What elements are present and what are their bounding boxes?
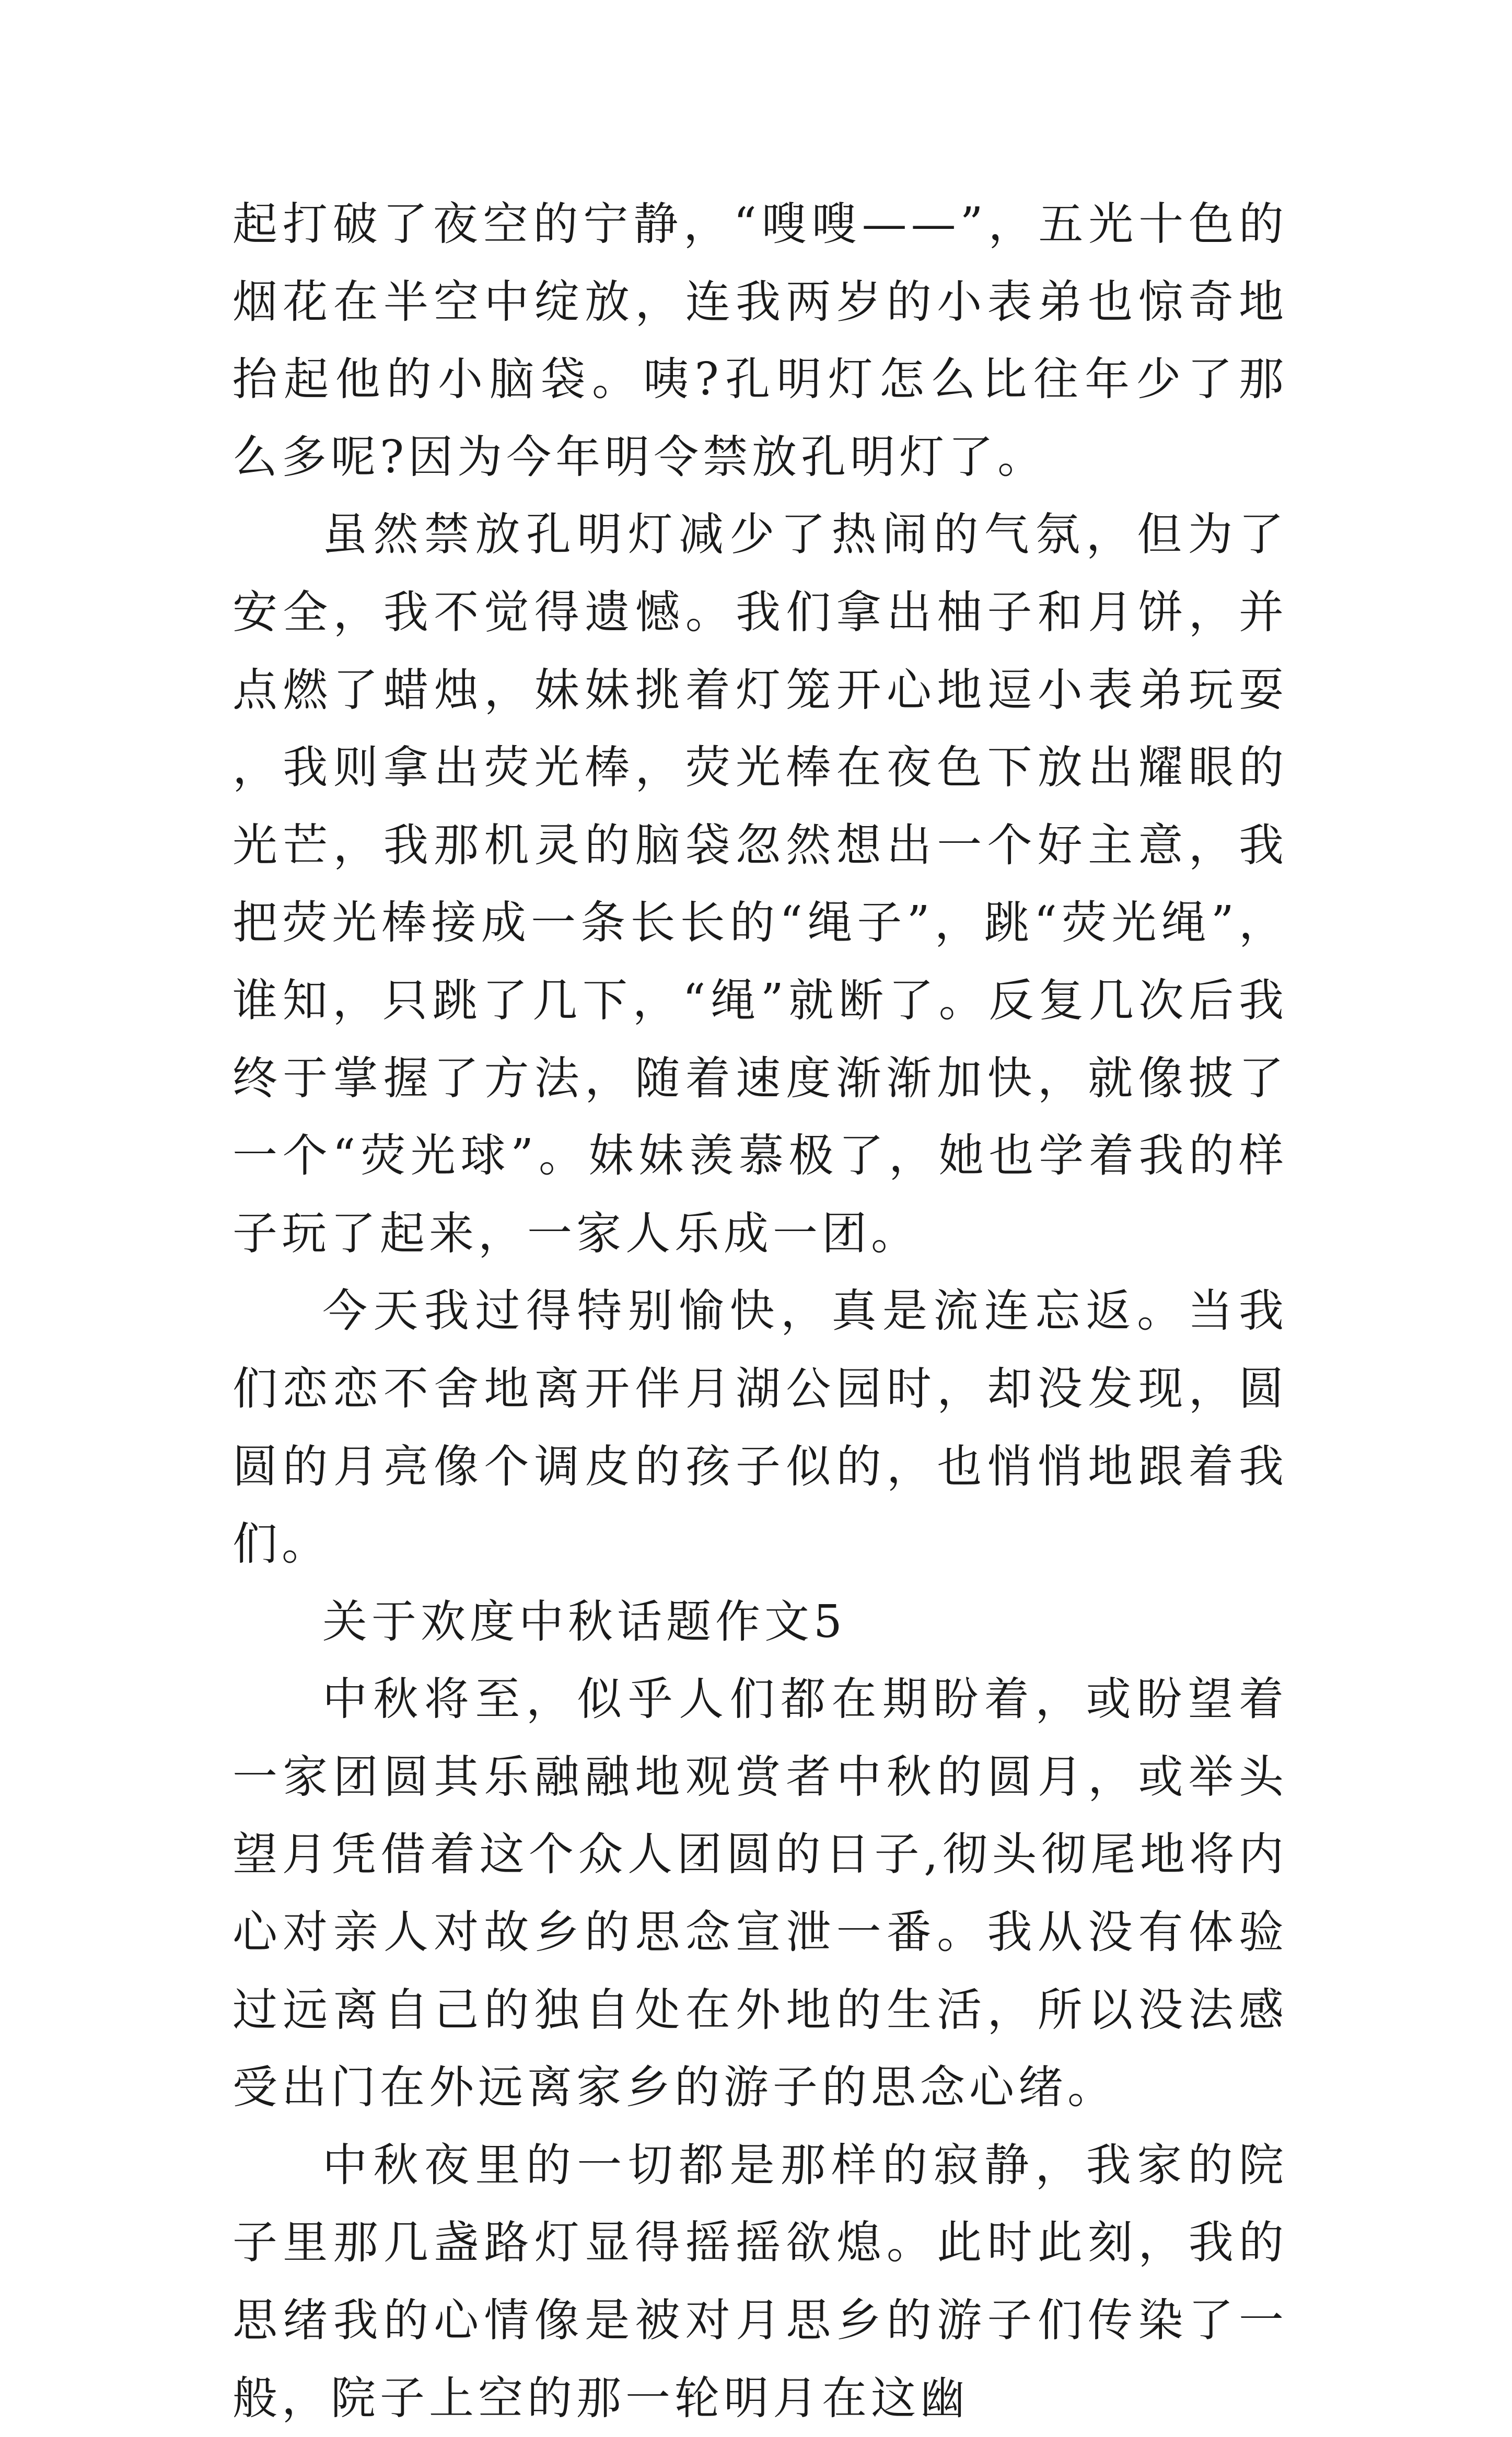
paragraph-4: 中秋将至，似乎人们都在期盼着，或盼望着一家团圆其乐融融地观赏者中秋的圆月，或举头望月凭借着这个众人团圆的日子,彻头彻尾地将内心对亲人对故乡的思念宣泄一番。我从没有体验过远离自己的独自处在外地的生活，所以没法感受出门在外远离家乡的游子的思念心绪。 (232, 1673, 1288, 2114)
section-heading: 关于欢度中秋话题作文5 (322, 1595, 846, 1648)
paragraph-5: 中秋夜里的一切都是那样的寂静，我家的院子里那几盏路灯显得摇摇欲熄。此时此刻，我的思绪我的心情像是被对月思乡的游子们传染了一般，院子上空的那一轮明月在这幽 (232, 2139, 1288, 2424)
paragraph-3: 今天我过得特别愉快，真是流连忘返。当我们恋恋不舍地离开伴月湖公园时，却没发现，圆圆的月亮像个调皮的孩子似的，也悄悄地跟着我们。 (232, 1285, 1288, 1571)
paragraph-1: 起打破了夜空的宁静，“嗖嗖——”，五光十色的烟花在半空中绽放，连我两岁的小表弟也惊奇地抬起他的小脑袋。咦?孔明灯怎么比往年少了那么多呢?因为今年明令禁放孔明灯了。 (232, 198, 1288, 483)
document-body (232, 185, 1288, 2437)
paragraph-2: 虽然禁放孔明灯减少了热闹的气氛，但为了安全，我不觉得遗憾。我们拿出柚子和月饼，并点燃了蜡烛，妹妹挑着灯笼开心地逗小表弟玩耍，我则拿出荧光棒，荧光棒在夜色下放出耀眼的光芒，我那机灵的脑袋忽然想出一个好主意，我把荧光棒接成一条长长的“绳子”，跳“荧光绳”，谁知，只跳了几下，“绳”就断了。反复几次后我终于掌握了方法，随着速度渐渐加快，就像披了一个“荧光球”。妹妹羡慕极了，她也学着我的样子玩了起来，一家人乐成一团。 (232, 508, 1288, 1260)
